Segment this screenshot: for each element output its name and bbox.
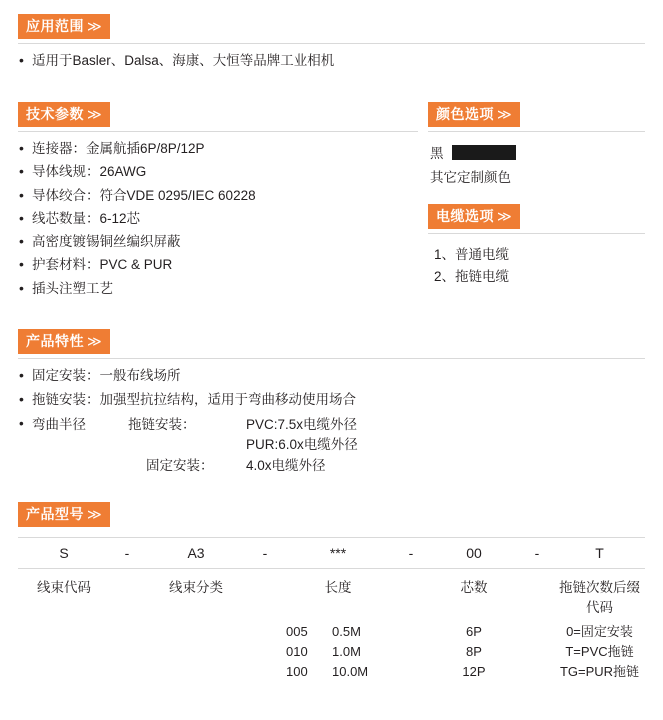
divider xyxy=(18,43,645,44)
model-detail-row xyxy=(18,642,645,662)
chevron-right-icon: ≫ xyxy=(87,18,103,34)
spacer xyxy=(520,662,554,682)
list-item: 1、普通电缆 xyxy=(434,247,510,263)
chevron-right-icon: ≫ xyxy=(497,208,513,225)
options-column xyxy=(418,102,645,287)
color-custom-note: 其它定制颜色 xyxy=(430,170,511,186)
suffix-option: T=PVC拖链 xyxy=(565,644,634,660)
spacer xyxy=(110,662,144,682)
spacer xyxy=(18,476,645,502)
core-option: 12P xyxy=(462,664,486,680)
spacer xyxy=(144,662,248,682)
suffix-option: TG=PUR拖链 xyxy=(559,664,640,680)
spacer xyxy=(428,186,645,204)
bend-value: PUR:6.0x电缆外径 xyxy=(246,437,358,453)
spacer xyxy=(110,576,144,616)
section-features-title: 产品特性 xyxy=(26,332,84,349)
chevron-right-icon: ≫ xyxy=(87,505,103,522)
bend-radius-spacer xyxy=(18,456,128,476)
bend-type: 固定安装： xyxy=(146,457,214,473)
model-number-table xyxy=(18,537,645,682)
section-specs xyxy=(18,102,418,303)
bend-radius-table xyxy=(18,415,645,476)
column-header: 芯数 xyxy=(460,579,488,595)
bend-value: PVC:7.5x电缆外径 xyxy=(246,417,358,433)
length-option xyxy=(282,662,394,682)
list-item: • 高密度镀锡铜丝编织屏蔽 xyxy=(18,233,418,251)
bend-radius-label: • 弯曲半径 xyxy=(19,416,86,433)
specs-and-options xyxy=(18,102,645,303)
section-model xyxy=(18,502,645,682)
section-scope-heading xyxy=(18,14,110,39)
column-header: 线束代码 xyxy=(37,579,91,595)
scope-list xyxy=(18,52,645,70)
section-specs-heading xyxy=(18,102,110,127)
column-header: 拖链次数后缀代码 xyxy=(559,579,640,615)
specs-list xyxy=(18,140,418,298)
section-specs-title: 技术参数 xyxy=(26,106,84,123)
section-cable xyxy=(428,204,645,287)
length-option xyxy=(282,642,394,662)
spacer xyxy=(394,642,428,662)
bend-radius-spacer xyxy=(18,435,128,455)
spacer xyxy=(18,642,110,662)
model-code-5: T xyxy=(595,544,604,561)
spacer xyxy=(18,303,645,329)
section-features xyxy=(18,329,645,476)
section-model-heading xyxy=(18,502,110,527)
model-separator: - xyxy=(262,544,268,561)
model-separator: - xyxy=(408,544,414,561)
spacer xyxy=(248,642,282,662)
divider xyxy=(428,131,645,132)
core-option: 8P xyxy=(466,644,482,660)
bend-radius-row xyxy=(18,456,645,476)
spacer xyxy=(520,622,554,642)
spacer xyxy=(18,662,110,682)
spacer xyxy=(394,576,428,616)
list-item: • 固定安装：一般布线场所 xyxy=(18,367,645,385)
spacer xyxy=(248,662,282,682)
list-item: • 护套材料：PVC & PUR xyxy=(18,256,418,274)
length-option xyxy=(282,622,394,642)
spacer xyxy=(520,642,554,662)
model-separator: - xyxy=(124,544,130,561)
length-value: 0.5M xyxy=(332,623,361,639)
spacer xyxy=(144,642,248,662)
bend-value: 4.0x电缆外径 xyxy=(246,457,326,473)
suffix-option: 0=固定安装 xyxy=(566,623,633,639)
column-header: 线束分类 xyxy=(169,579,223,595)
spacer xyxy=(110,642,144,662)
model-separator: - xyxy=(534,544,540,561)
color-swatch-black xyxy=(452,145,516,160)
section-color-heading xyxy=(428,102,520,127)
list-item: • 适用于Basler、Dalsa、海康、大恒等品牌工业相机 xyxy=(18,52,645,70)
length-code: 010 xyxy=(286,644,308,660)
divider xyxy=(18,358,645,359)
length-code: 100 xyxy=(286,664,308,680)
spacer xyxy=(248,622,282,642)
spacer xyxy=(248,576,282,616)
list-item: • 连接器：金属航插6P/8P/12P xyxy=(18,140,418,158)
color-swatch-row xyxy=(430,142,645,162)
list-item: 2、拖链电缆 xyxy=(434,268,510,284)
list-item: • 拖链安装：加强型抗拉结构，适用于弯曲移动使用场合 xyxy=(18,391,645,409)
model-code-4: 00 xyxy=(466,544,482,561)
spacer xyxy=(394,662,428,682)
features-list xyxy=(18,367,645,409)
chevron-right-icon: ≫ xyxy=(497,106,513,123)
divider xyxy=(428,233,645,234)
bend-type: 拖链安装： xyxy=(128,417,196,433)
section-color-title: 颜色选项 xyxy=(436,106,494,123)
spacer xyxy=(110,622,144,642)
spacer xyxy=(18,76,645,102)
model-code-row xyxy=(18,537,645,569)
model-header-row xyxy=(18,569,645,616)
spacer xyxy=(394,622,428,642)
bend-radius-label-text: 弯曲半径 xyxy=(32,417,86,433)
section-model-title: 产品型号 xyxy=(26,505,84,522)
model-code-3: *** xyxy=(329,544,347,561)
section-scope xyxy=(18,14,645,70)
section-scope-title: 应用范围 xyxy=(26,18,84,34)
section-cable-title: 电缆选项 xyxy=(436,208,494,225)
model-code-1: S xyxy=(59,544,69,561)
bend-type xyxy=(128,435,246,455)
model-detail-row xyxy=(18,616,645,642)
model-detail-row xyxy=(18,662,645,682)
list-item: • 导体绞合：符合VDE 0295/IEC 60228 xyxy=(18,187,418,205)
cable-options-list xyxy=(434,244,645,287)
bend-radius-row xyxy=(18,435,645,455)
section-features-heading xyxy=(18,329,110,354)
section-cable-heading xyxy=(428,204,520,229)
chevron-right-icon: ≫ xyxy=(87,106,103,123)
chevron-right-icon: ≫ xyxy=(87,332,103,349)
list-item: • 线芯数量：6-12芯 xyxy=(18,210,418,228)
list-item: • 导体线规：26AWG xyxy=(18,163,418,181)
spacer xyxy=(18,622,110,642)
length-value: 1.0M xyxy=(332,644,361,660)
model-code-2: A3 xyxy=(187,544,205,561)
spacer xyxy=(144,622,248,642)
spacer xyxy=(520,576,554,616)
color-swatch-label: 黑 xyxy=(430,146,444,162)
divider xyxy=(18,131,418,132)
list-item: • 插头注塑工艺 xyxy=(18,280,418,298)
length-value: 10.0M xyxy=(332,664,369,680)
length-code: 005 xyxy=(286,623,308,639)
core-option: 6P xyxy=(466,623,482,639)
bend-radius-row xyxy=(18,415,645,435)
section-color xyxy=(428,102,645,186)
column-header: 长度 xyxy=(324,579,352,595)
